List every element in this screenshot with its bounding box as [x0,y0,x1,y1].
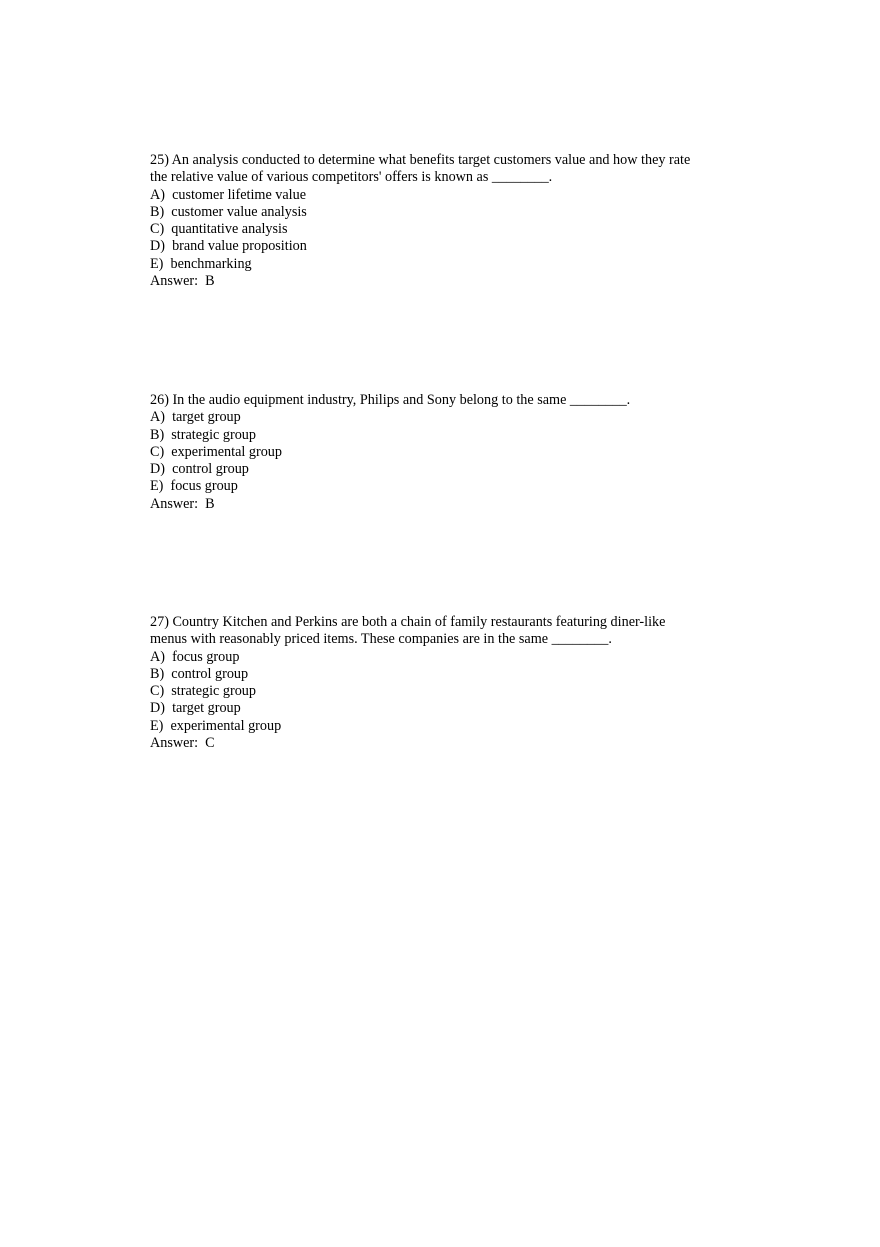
option-b: B) customer value analysis [150,203,307,220]
option-a: A) customer lifetime value [150,186,307,203]
option-c: C) strategic group [150,683,256,700]
option-d: D) brand value proposition [150,238,307,255]
option-c: C) quantitative analysis [150,221,288,238]
option-e: E) experimental group [150,717,282,734]
option-b: B) control group [150,665,249,682]
option-e: E) benchmarking [150,255,252,272]
option-a: A) target group [150,409,241,426]
question-25 [150,152,750,290]
question-stem-line: menus with reasonably priced items. These companies are in the same ________. [150,631,612,648]
question-27 [150,614,750,752]
question-stem-line: 27) Country Kitchen and Perkins are both a chain of family restaurants featuring diner-like [150,614,666,630]
answer-line: Answer: B [150,495,215,512]
option-a: A) focus group [150,648,240,665]
option-d: D) target group [150,700,241,717]
answer-line: Answer: C [150,735,215,752]
question-stem-line: 25) An analysis conducted to determine what benefits target customers value and how they rate [150,152,691,168]
question-26 [150,392,750,513]
option-c: C) experimental group [150,443,282,460]
option-d: D) control group [150,461,249,478]
answer-line: Answer: B [150,273,215,290]
option-e: E) focus group [150,478,238,495]
question-stem-line: 26) In the audio equipment industry, Philips and Sony belong to the same ________. [150,392,631,408]
option-b: B) strategic group [150,426,256,443]
question-stem-line: the relative value of various competitors' offers is known as ________. [150,169,553,186]
